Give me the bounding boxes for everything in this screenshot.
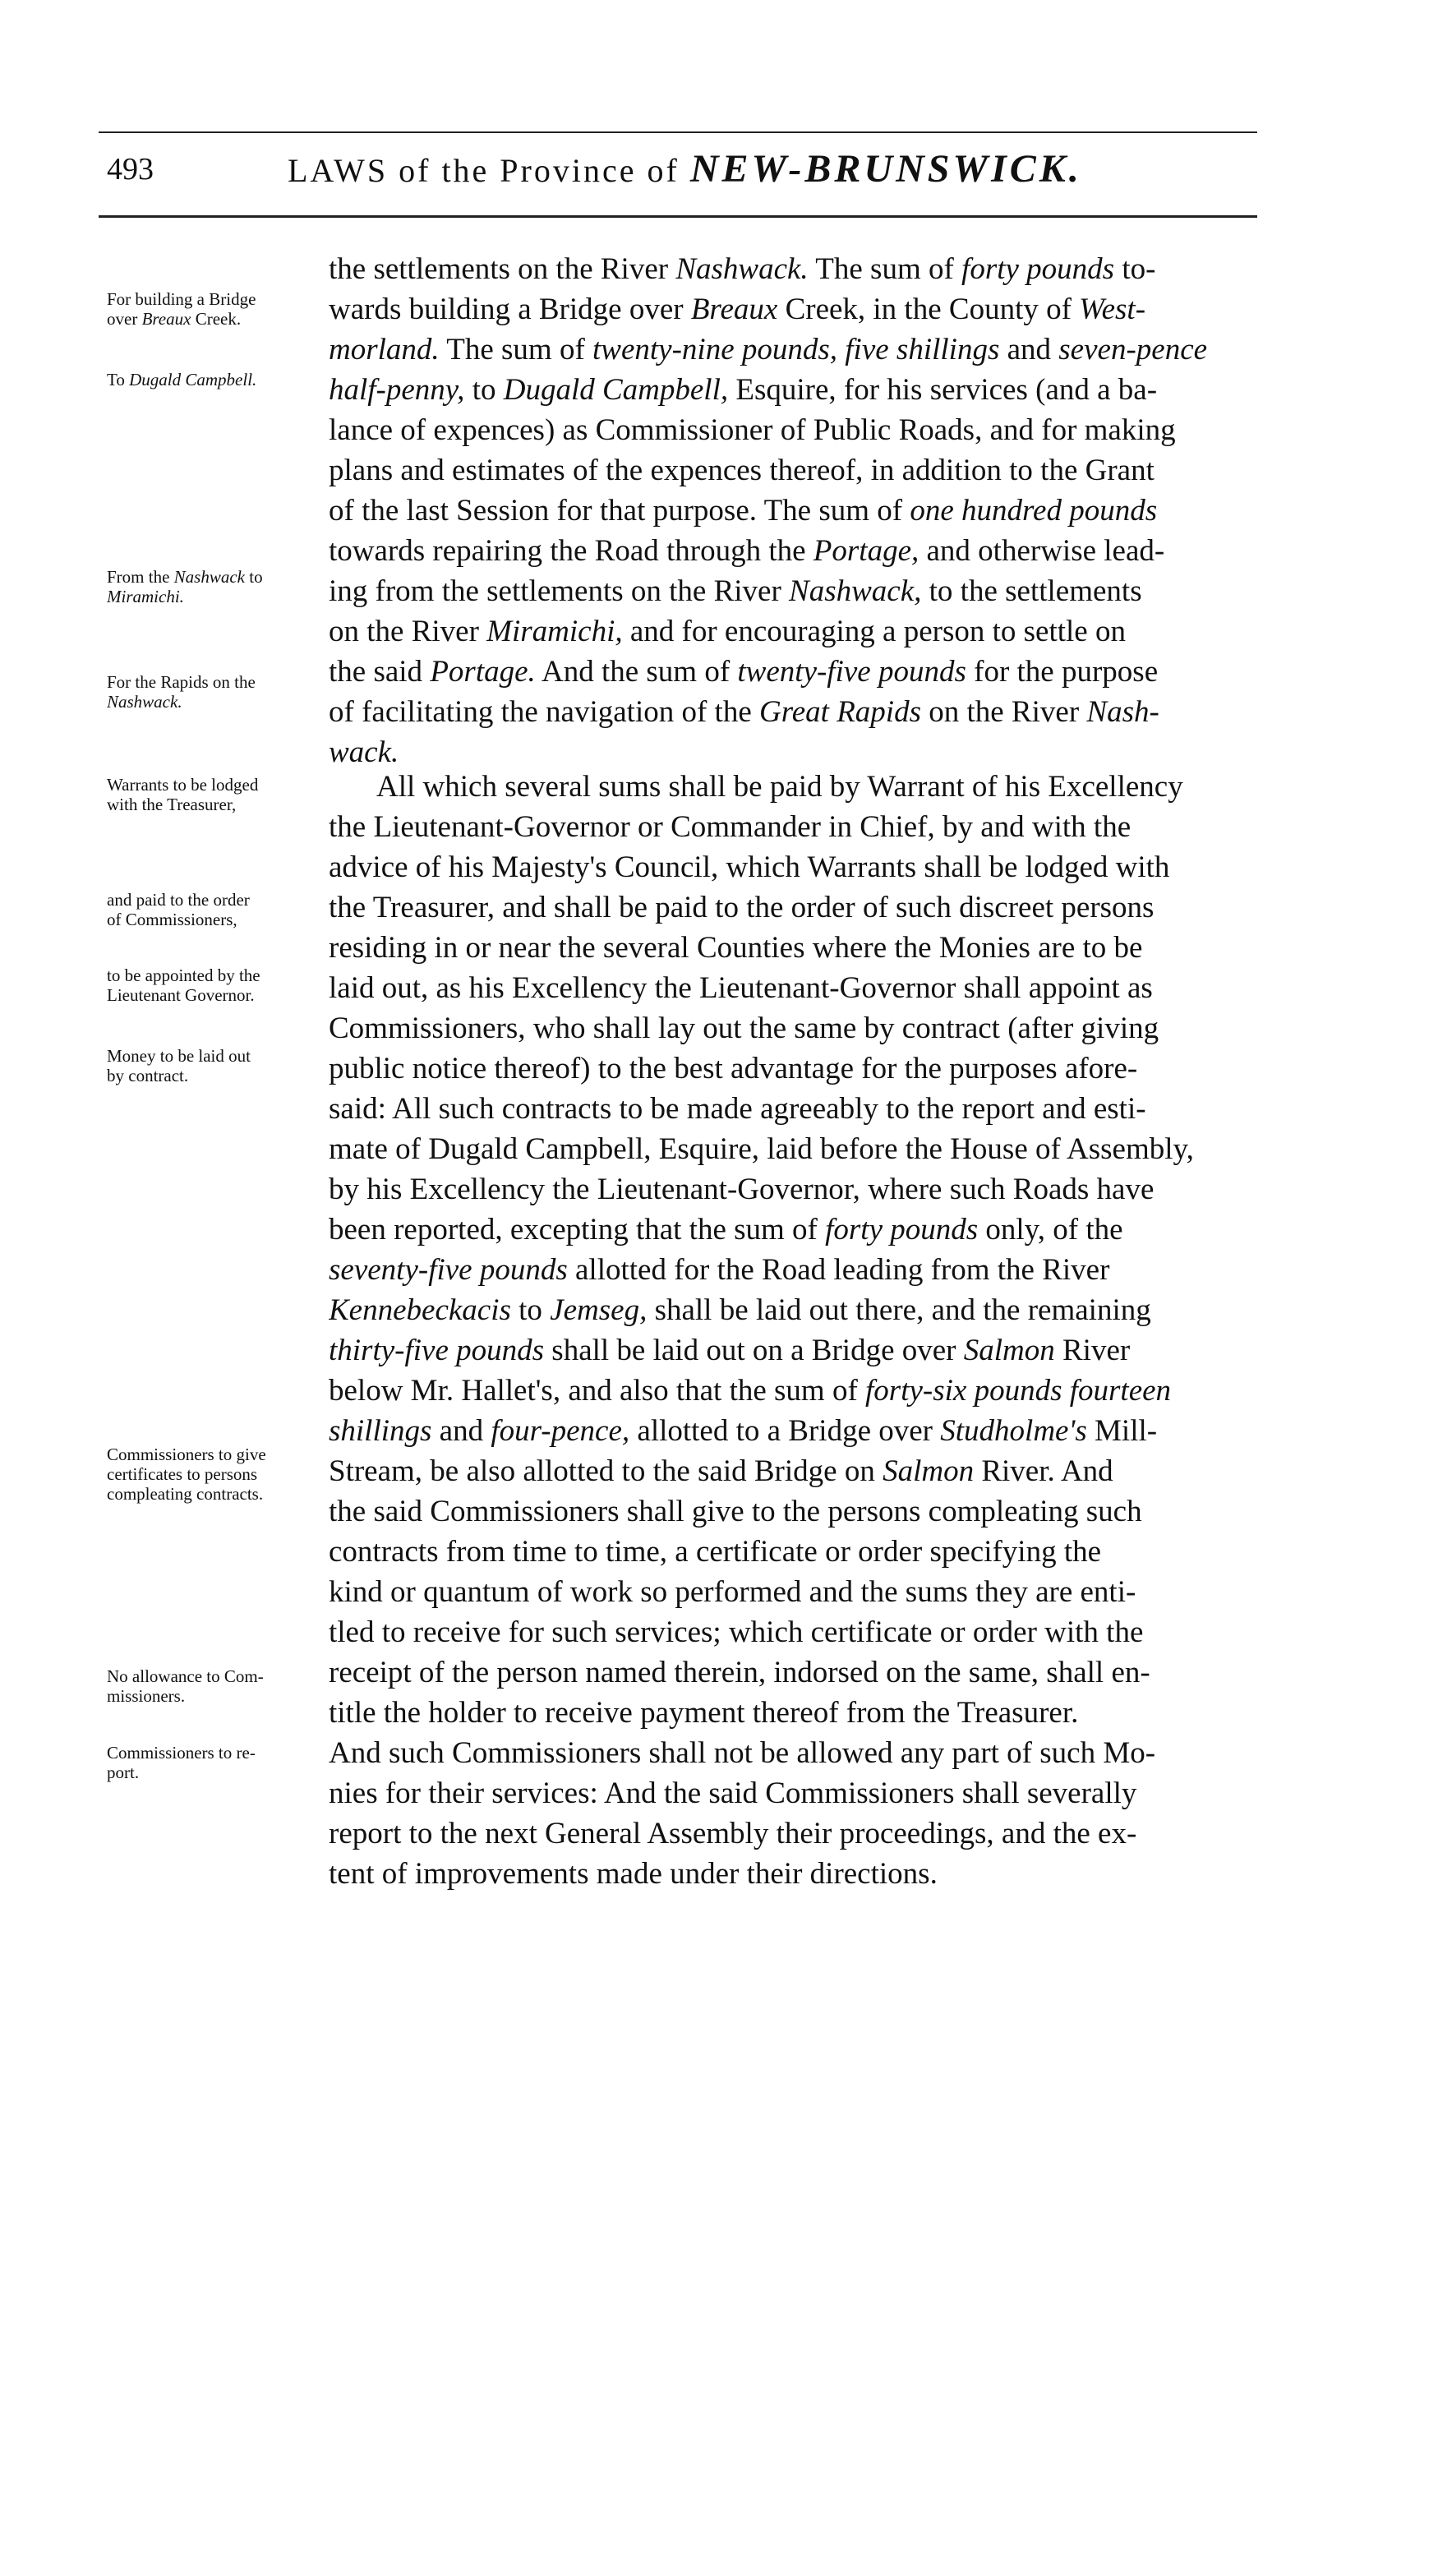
text-line — [329, 767, 1265, 807]
text-line — [329, 1572, 1265, 1612]
text-segment: been reported, excepting that the sum of — [329, 1213, 826, 1247]
margin-note-segment: Miramichi. — [107, 587, 184, 606]
text-line — [329, 1652, 1265, 1693]
margin-note-line — [107, 910, 250, 929]
text-segment: And such Commissioners shall not be allowed any part of such Mo- — [329, 1736, 1156, 1770]
text-segment: said: All such contracts to be made agreeably to the report and esti- — [329, 1092, 1146, 1126]
running-head-province: NEW-BRUNSWICK. — [689, 147, 1082, 191]
margin-note-line — [107, 890, 250, 910]
text-segment: only, of the — [978, 1213, 1123, 1247]
margin-note — [107, 1666, 264, 1706]
text-segment: forty pounds — [825, 1213, 979, 1247]
margin-note-segment: over — [107, 309, 142, 329]
text-segment: And the sum of — [535, 655, 738, 689]
text-segment: Dugald Campbell, — [503, 373, 729, 407]
margin-note-segment: Warrants to be lodged — [107, 775, 259, 795]
text-segment: tled to receive for such services; which certificate or order with the — [329, 1615, 1144, 1649]
margin-note — [107, 1445, 266, 1504]
text-segment: title the holder to receive payment thereof from the Treasurer. — [329, 1696, 1079, 1730]
text-segment: shall be laid out there, and the remaining — [647, 1293, 1151, 1327]
margin-note-segment: Creek. — [191, 309, 242, 329]
margin-note-segment: Commissioners to re- — [107, 1743, 256, 1763]
margin-note — [107, 672, 256, 712]
text-segment: Stream, be also allotted to the said Bridge on — [329, 1454, 883, 1488]
text-segment: shillings — [329, 1414, 432, 1448]
text-segment: Salmon — [963, 1334, 1055, 1367]
margin-note-line — [107, 289, 256, 309]
text-line — [329, 491, 1265, 531]
text-segment: the said Commissioners shall give to the persons compleating such — [329, 1495, 1142, 1528]
text-segment: of facilitating the navigation of the — [329, 695, 759, 729]
text-segment: on the River — [329, 615, 487, 648]
margin-note-segment: of Commissioners, — [107, 910, 237, 929]
margin-note-segment: certificates to persons — [107, 1464, 258, 1484]
text-line — [329, 1612, 1265, 1652]
margin-note-segment: with the Treasurer, — [107, 795, 237, 814]
margin-note-segment: port. — [107, 1763, 140, 1782]
margin-note-line — [107, 1686, 264, 1706]
text-line — [329, 329, 1265, 370]
margin-note-line — [107, 692, 256, 712]
paragraph-1 — [329, 249, 1265, 772]
text-line — [329, 1411, 1265, 1451]
text-segment: to — [464, 373, 504, 407]
header-rule — [99, 215, 1257, 218]
text-segment: one hundred pounds — [910, 494, 1158, 528]
margin-note-segment: to — [245, 567, 263, 587]
margin-note — [107, 1046, 251, 1085]
text-segment: of the last Session for that purpose. The sum of — [329, 494, 910, 528]
text-segment: seventy-five pounds — [329, 1253, 568, 1287]
margin-note-line — [107, 672, 256, 692]
text-segment: Portage, — [813, 534, 919, 568]
text-segment: Kennebeckacis — [329, 1293, 511, 1327]
text-line — [329, 1854, 1265, 1894]
text-line — [329, 249, 1265, 289]
margin-note — [107, 775, 258, 814]
paragraph-2 — [329, 767, 1265, 1894]
text-segment: morland. — [329, 333, 440, 366]
text-line — [329, 652, 1265, 692]
text-segment: Studholme's — [940, 1414, 1087, 1448]
text-line — [329, 370, 1265, 410]
text-line — [329, 1371, 1265, 1411]
margin-note-segment: missioners. — [107, 1686, 186, 1706]
text-segment: nies for their services: And the said Commissioners shall severally — [329, 1776, 1137, 1810]
text-segment: and otherwise lead- — [919, 534, 1165, 568]
text-line — [329, 1089, 1265, 1129]
text-segment: advice of his Majesty's Council, which Warrants shall be lodged with — [329, 850, 1170, 884]
margin-note-segment: Breaux — [141, 309, 191, 329]
text-line — [329, 1693, 1265, 1733]
text-segment: River. And — [974, 1454, 1113, 1488]
running-head — [288, 146, 1082, 191]
text-segment: River — [1054, 1334, 1131, 1367]
margin-note — [107, 890, 250, 929]
text-line — [329, 928, 1265, 968]
text-segment: by his Excellency the Lieutenant-Governor, where such Roads have — [329, 1173, 1155, 1206]
text-line — [329, 692, 1265, 732]
margin-note — [107, 1743, 256, 1782]
margin-note-line — [107, 309, 256, 329]
text-segment: plans and estimates of the expences thereof, in addition to the Grant — [329, 454, 1155, 487]
text-line — [329, 847, 1265, 887]
text-line — [329, 887, 1265, 928]
margin-note-segment: For building a Bridge — [107, 289, 256, 309]
text-line — [329, 1491, 1265, 1532]
text-segment: Nash- — [1086, 695, 1159, 729]
margin-note-line — [107, 775, 258, 795]
text-segment: lance of expences) as Commissioner of Public Roads, and for making — [329, 413, 1176, 447]
text-line — [329, 1008, 1265, 1048]
text-segment: Portage. — [430, 655, 536, 689]
margin-note-line — [107, 1666, 264, 1686]
margin-note-line — [107, 370, 256, 389]
margin-note-line — [107, 795, 258, 814]
text-segment: Nashwack. — [675, 252, 809, 286]
margin-note-segment: to be appointed by the — [107, 965, 260, 985]
text-segment: to- — [1114, 252, 1156, 286]
text-segment: The sum of — [808, 252, 962, 286]
text-line — [329, 968, 1265, 1008]
text-segment: report to the next General Assembly their proceedings, and the ex- — [329, 1817, 1137, 1850]
text-segment: and — [431, 1414, 491, 1448]
text-segment: Miramichi, — [486, 615, 623, 648]
margin-note-segment: No allowance to Com- — [107, 1666, 264, 1686]
margin-note-segment: Nashwack — [173, 567, 245, 587]
margin-note-line — [107, 1445, 266, 1464]
text-line — [329, 1773, 1265, 1813]
text-segment: wards building a Bridge over — [329, 293, 691, 326]
text-segment: allotted for the Road leading from the River — [567, 1253, 1110, 1287]
text-segment: half-penny, — [329, 373, 465, 407]
text-line — [329, 1330, 1265, 1371]
text-line — [329, 531, 1265, 571]
margin-note-segment: by contract. — [107, 1066, 189, 1085]
text-segment: four-pence, — [491, 1414, 630, 1448]
text-segment: below Mr. Hallet's, and also that the sum of — [329, 1374, 866, 1408]
text-segment: on the River — [920, 695, 1087, 729]
text-segment: thirty-five pounds — [329, 1334, 545, 1367]
margin-note-segment: Dugald Campbell. — [129, 370, 257, 389]
margin-note-segment: For the Rapids on the — [107, 672, 256, 692]
text-segment: for the purpose — [966, 655, 1159, 689]
text-segment: West- — [1079, 293, 1146, 326]
text-segment: shall be laid out on a Bridge over — [544, 1334, 964, 1367]
text-line — [329, 1451, 1265, 1491]
text-line — [329, 1532, 1265, 1572]
text-segment: Esquire, for his services (and a ba- — [728, 373, 1158, 407]
page-header — [107, 146, 1257, 196]
text-line — [329, 1290, 1265, 1330]
margin-note-segment: Commissioners to give — [107, 1445, 266, 1464]
margin-note — [107, 567, 263, 606]
text-segment: Nashwack, — [789, 574, 922, 608]
text-segment: to — [510, 1293, 551, 1327]
text-segment: wack. — [329, 735, 399, 769]
text-segment: ing from the settlements on the River — [329, 574, 790, 608]
text-line — [329, 1250, 1265, 1290]
text-segment: receipt of the person named therein, indorsed on the same, shall en- — [329, 1656, 1150, 1689]
margin-note-segment: Nashwack. — [107, 692, 182, 712]
margin-note — [107, 289, 256, 329]
margin-note-line — [107, 985, 260, 1005]
text-line — [329, 1733, 1265, 1773]
text-segment: allotted to a Bridge over — [629, 1414, 941, 1448]
text-segment: Mill- — [1086, 1414, 1158, 1448]
text-segment: public notice thereof) to the best advantage for the purposes afore- — [329, 1052, 1138, 1085]
text-segment: forty-six pounds fourteen — [865, 1374, 1172, 1408]
text-segment: and for encouraging a person to settle on — [622, 615, 1126, 648]
text-segment: twenty-nine pounds, five shillings — [592, 333, 1000, 366]
margin-note-line — [107, 965, 260, 985]
running-head-prefix: LAWS of the Province of — [288, 152, 680, 189]
text-segment: kind or quantum of work so performed and the sums they are enti- — [329, 1575, 1136, 1609]
text-segment: Commissioners, who shall lay out the same by contract (after giving — [329, 1012, 1159, 1045]
text-segment: towards repairing the Road through the — [329, 534, 813, 568]
text-segment: tent of improvements made under their directions. — [329, 1857, 938, 1891]
text-line — [329, 450, 1265, 491]
margin-note-line — [107, 1743, 256, 1763]
margin-note-line — [107, 1046, 251, 1066]
text-line — [329, 289, 1265, 329]
text-segment: All which several sums shall be paid by Warrant of his Excellency — [376, 770, 1183, 804]
text-line — [329, 1210, 1265, 1250]
text-segment: seven-pence — [1058, 333, 1208, 366]
margin-note — [107, 370, 256, 389]
margin-note-line — [107, 1066, 251, 1085]
margin-note-segment: From the — [107, 567, 174, 587]
text-line — [329, 410, 1265, 450]
margin-note-segment: Lieutenant Governor. — [107, 985, 255, 1005]
text-segment: contracts from time to time, a certificate or order specifying the — [329, 1535, 1102, 1569]
margin-note-line — [107, 1484, 266, 1504]
text-segment: twenty-five pounds — [737, 655, 966, 689]
text-line — [329, 1169, 1265, 1210]
page-number: 493 — [107, 152, 154, 187]
margin-note-line — [107, 1763, 256, 1782]
text-segment: Creek, in the County of — [777, 293, 1080, 326]
text-line — [329, 571, 1265, 611]
margin-note-line — [107, 567, 263, 587]
margin-note-segment: Money to be laid out — [107, 1046, 251, 1066]
margin-note-segment: To — [107, 370, 130, 389]
text-segment: residing in or near the several Counties where the Monies are to be — [329, 931, 1143, 965]
text-segment: the Treasurer, and shall be paid to the order of such discreet persons — [329, 891, 1155, 924]
margin-note-segment: compleating contracts. — [107, 1484, 264, 1504]
text-segment: forty pounds — [961, 252, 1115, 286]
margin-note-line — [107, 587, 263, 606]
text-segment: The sum of — [439, 333, 593, 366]
margin-note-line — [107, 1464, 266, 1484]
text-segment: Breaux — [690, 293, 778, 326]
text-segment: the said — [329, 655, 431, 689]
margin-note-segment: and paid to the order — [107, 890, 250, 910]
text-line — [329, 611, 1265, 652]
text-segment: the settlements on the River — [329, 252, 676, 286]
top-rule — [99, 131, 1257, 133]
text-segment: mate of Dugald Campbell, Esquire, laid before the House of Assembly, — [329, 1132, 1194, 1166]
text-segment: and — [999, 333, 1059, 366]
text-segment: the Lieutenant-Governor or Commander in Chief, by and with the — [329, 810, 1132, 844]
text-line — [329, 1129, 1265, 1169]
text-segment: laid out, as his Excellency the Lieutenant-Governor shall appoint as — [329, 971, 1153, 1005]
margin-note — [107, 965, 260, 1005]
text-segment: to the settlements — [921, 574, 1142, 608]
text-segment: Jemseg, — [550, 1293, 648, 1327]
text-line — [329, 1813, 1265, 1854]
text-line — [329, 1048, 1265, 1089]
text-segment: Salmon — [883, 1454, 975, 1488]
text-line — [329, 807, 1265, 847]
text-segment: Great Rapids — [759, 695, 921, 729]
